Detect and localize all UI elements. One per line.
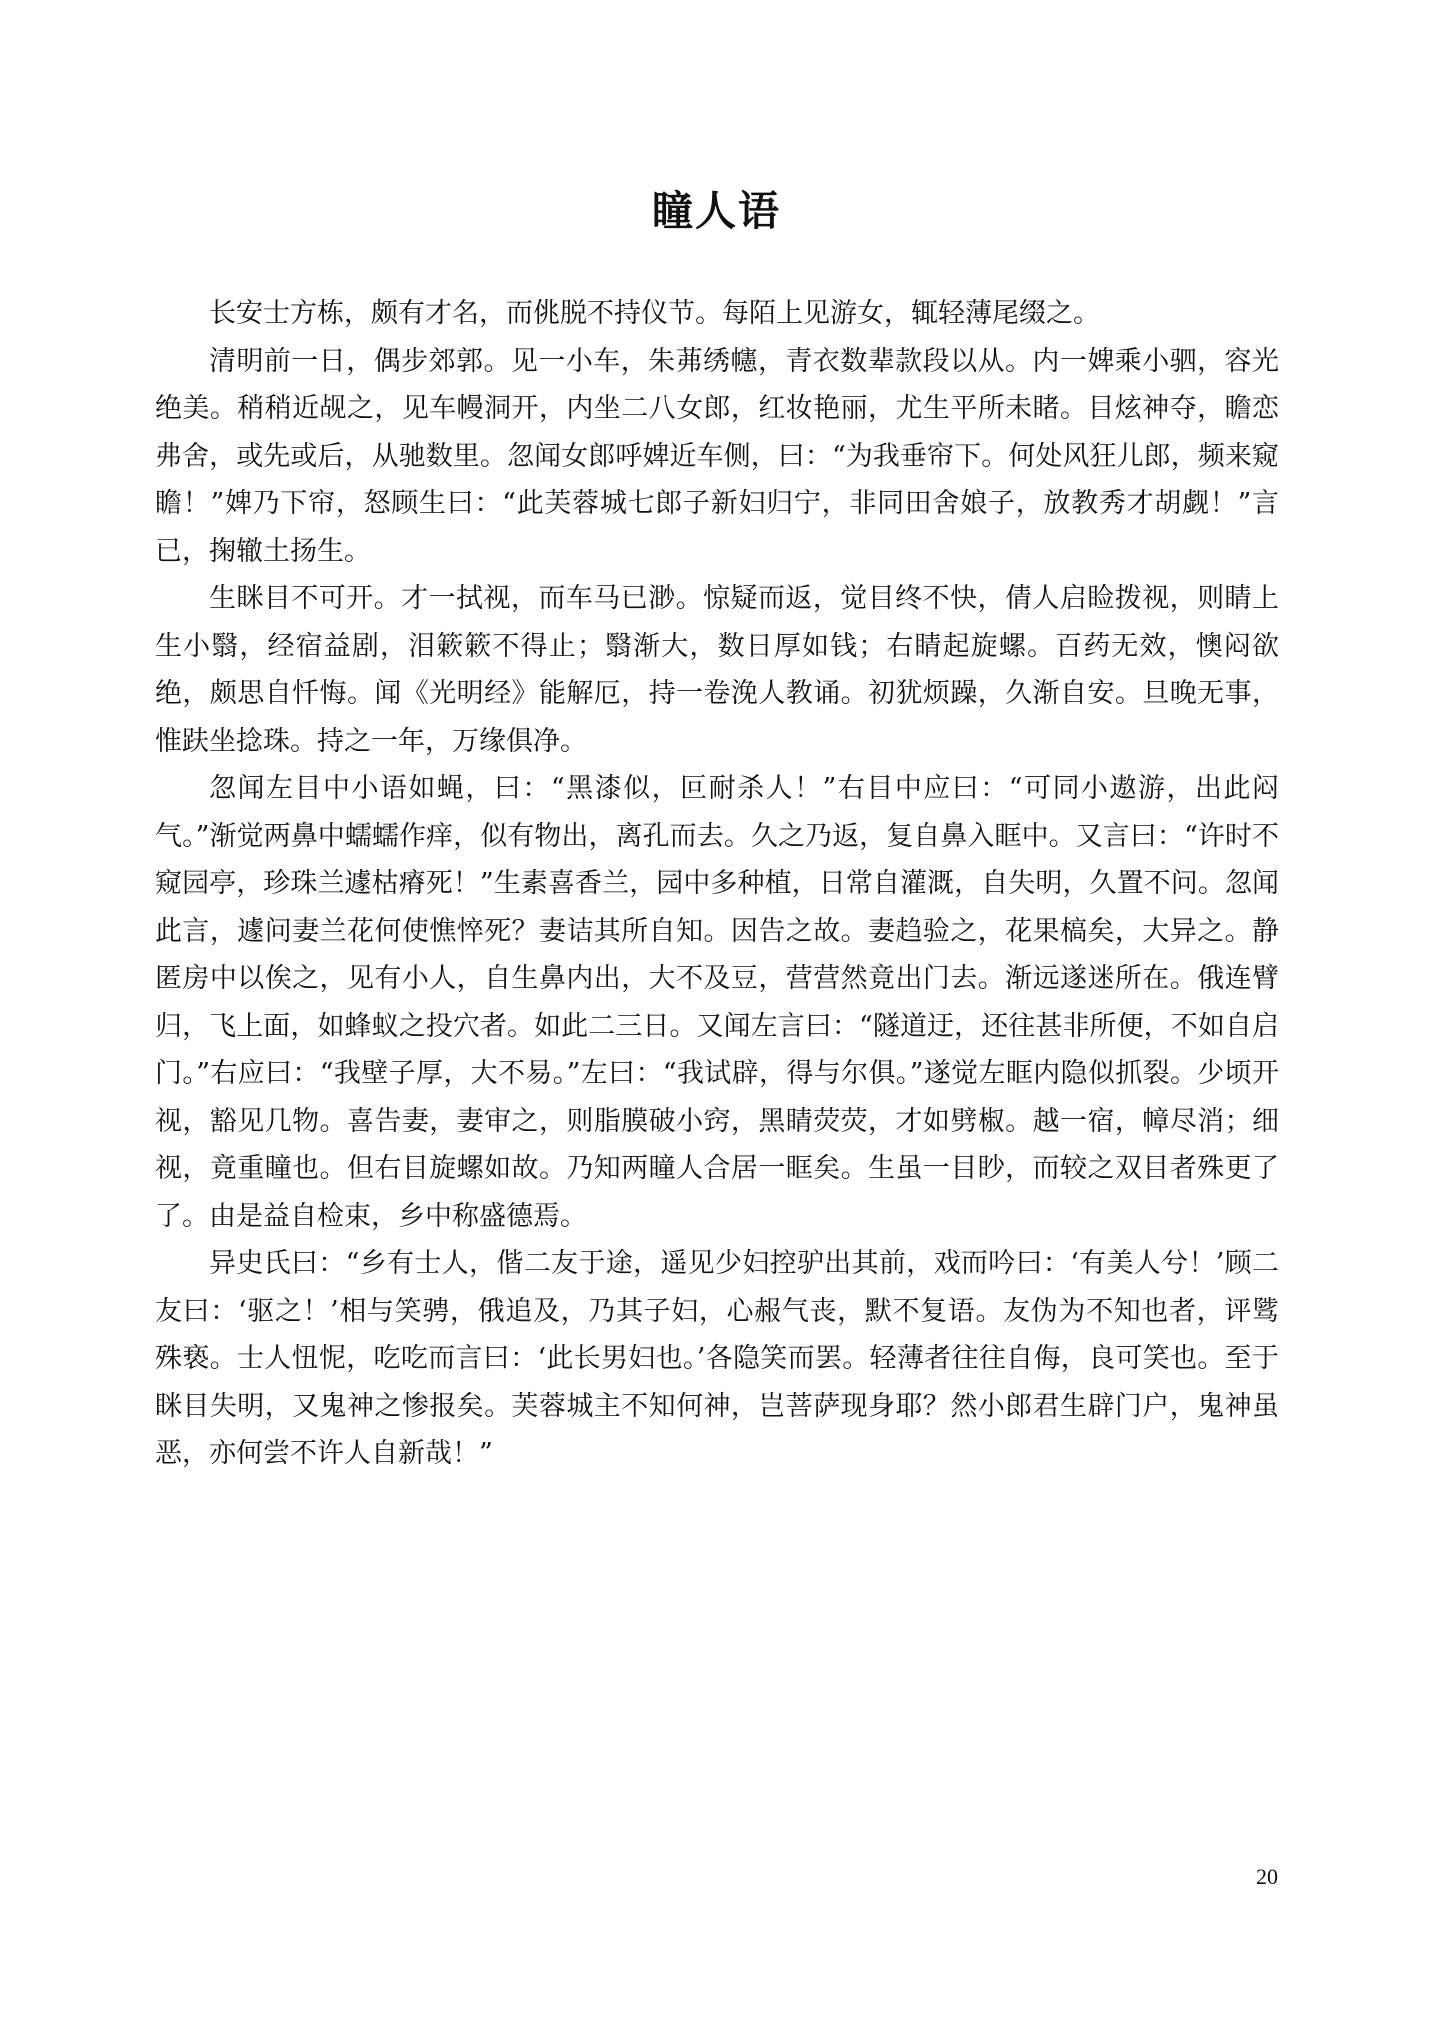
paragraph: 长安士方栋，颇有才名，而佻脱不持仪节。每陌上见游女，辄轻薄尾缀之。 [209, 298, 1100, 329]
page-title: 瞳人语 [652, 187, 781, 235]
body-text [155, 290, 1279, 1478]
paragraph: 生眯目不可开。才一拭视，而车马已渺。惊疑而返，觉目终不快，倩人启睑拨视，则睛上生小翳，经宿益剧，泪簌簌不得止；翳渐大，数日厚如钱；右睛起旋螺。百药无效，懊闷欲绝，颇思自忏悔。闻《光明经》能解厄，持一卷浼人教诵。初犹烦躁，久渐自安。旦晚无事，惟趺坐捻珠。持之一年，万缘俱净。 [155, 583, 1279, 757]
page-number: 20 [1256, 1864, 1278, 1889]
paragraph: 清明前一日，偶步郊郭。见一小车，朱茀绣幰，青衣数辈款段以从。内一婢乘小驷，容光绝美。稍稍近觇之，见车幔洞开，内坐二八女郎，红妆艳丽，尤生平所未睹。目炫神夺，瞻恋弗舍，或先或后，从驰数里。忽闻女郎呼婢近车侧，曰：“为我垂帘下。何处风狂儿郎，频来窥瞻！”婢乃下帘，怒顾生曰：“此芙蓉城七郎子新妇归宁，非同田舍娘子，放教秀才胡觑！”言已，掬辙土扬生。 [155, 345, 1279, 567]
paragraph: 异史氏曰：“乡有士人，偕二友于途，遥见少妇控驴出其前，戏而吟曰：‘有美人兮！’顾二友曰：‘驱之！’相与笑骋，俄追及，乃其子妇，心赧气丧，默不复语。友伪为不知也者，评骘殊亵。士人忸怩，吃吃而言曰：‘此长男妇也。’各隐笑而罢。轻薄者往往自侮，良可笑也。至于眯目失明，又鬼神之惨报矣。芙蓉城主不知何神，岂菩萨现身耶？然小郎君生辟门户，鬼神虽恶，亦何尝不许人自新哉！” [155, 1248, 1279, 1469]
paragraph: 忽闻左目中小语如蝇，曰：“黑漆似，叵耐杀人！”右目中应曰：“可同小遨游，出此闷气。”渐觉两鼻中蠕蠕作痒，似有物出，离孔而去。久之乃返，复自鼻入眶中。又言曰：“许时不窥园亭，珍珠兰遽枯瘠死！”生素喜香兰，园中多种植，日常自灌溉，自失明，久置不问。忽闻此言，遽问妻兰花何使憔悴死？妻诘其所自知。因告之故。妻趋验之，花果槁矣，大异之。静匿房中以俟之，见有小人，自生鼻内出，大不及豆，营营然竟出门去。渐远遂迷所在。俄连臂归，飞上面，如蜂蚁之投穴者。如此二三日。又闻左言曰：“隧道迂，还往甚非所便，不如自启门。”右应曰：“我壁子厚，大不易。”左曰：“我试辟，得与尔俱。”遂觉左眶内隐似抓裂。少顷开视，豁见几物。喜告妻，妻审之，则脂膜破小窍，黑睛荧荧，才如劈椒。越一宿，幛尽消；细视，竟重瞳也。但右目旋螺如故。乃知两瞳人合居一眶矣。生虽一目眇，而较之双目者殊更了了。由是益自检束，乡中称盛德焉。 [155, 773, 1279, 1232]
